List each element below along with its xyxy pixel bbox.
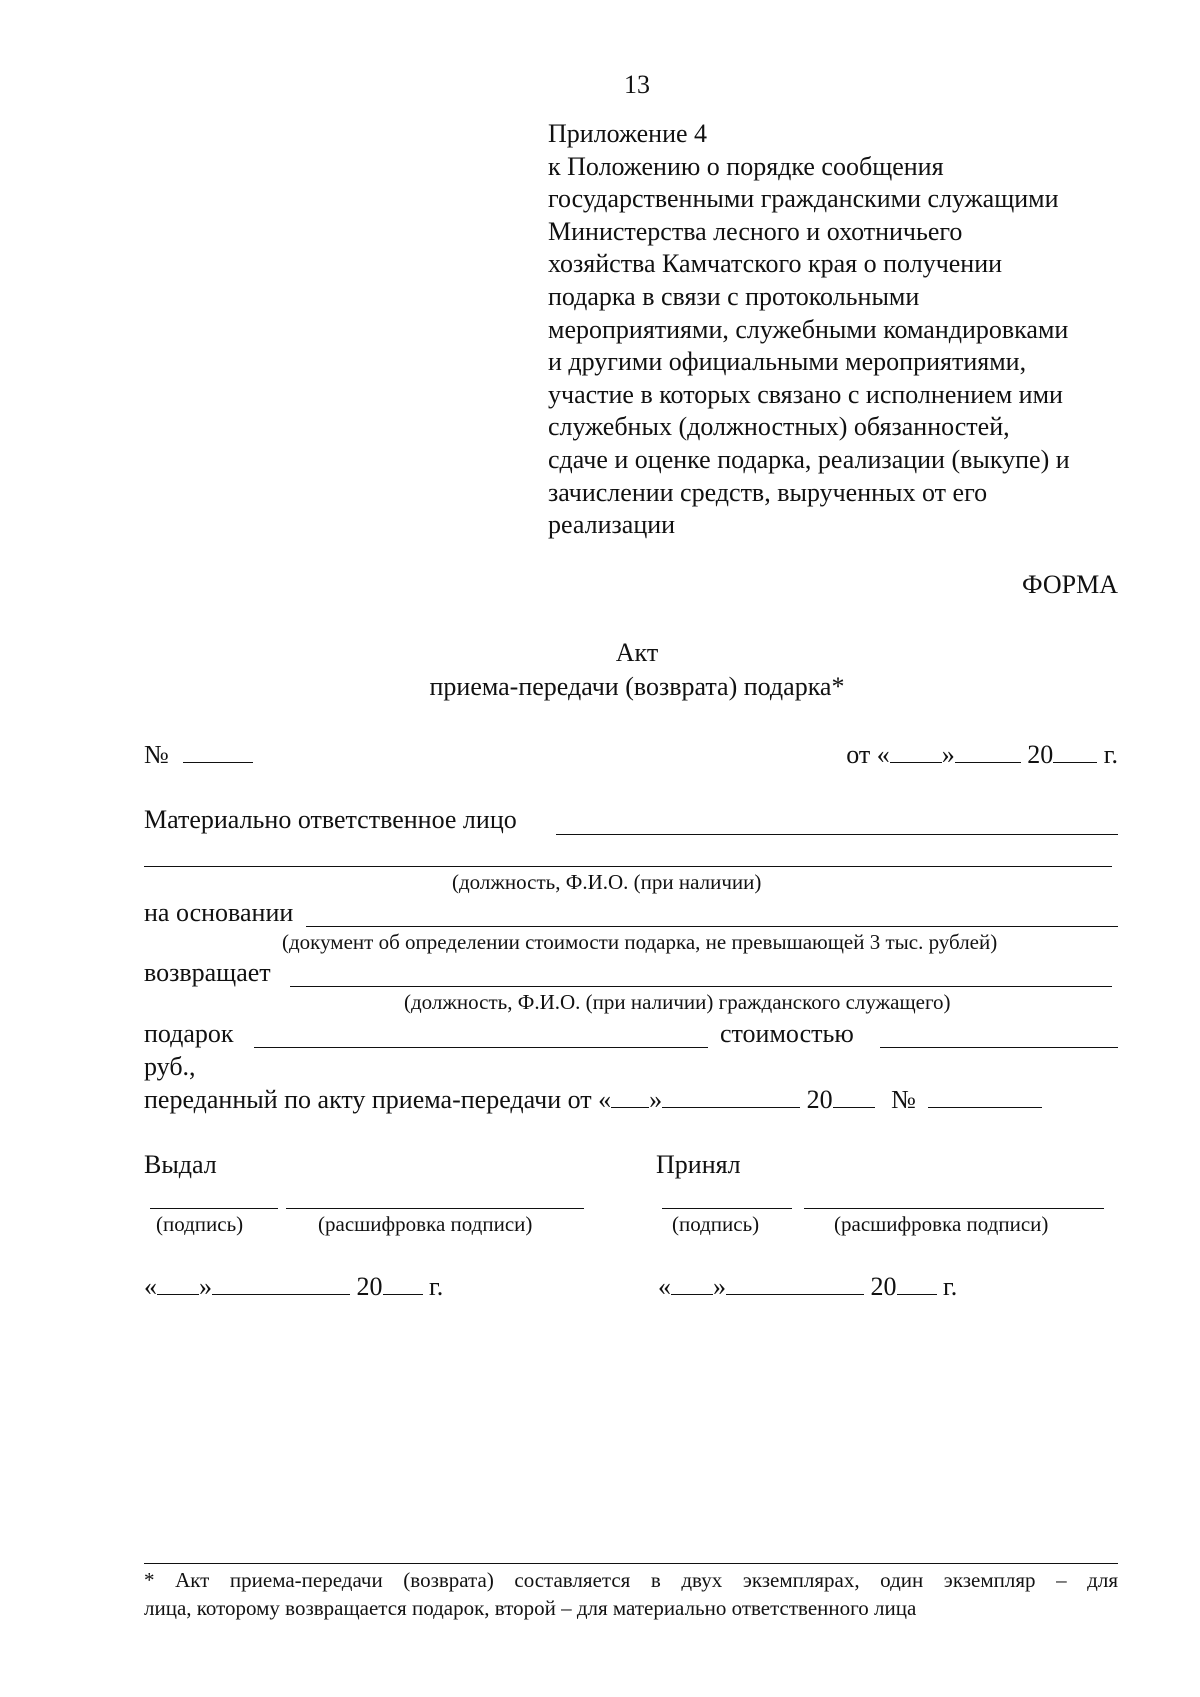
date-close-quote: »: [941, 740, 955, 769]
accepted-day-field[interactable]: [671, 1274, 713, 1295]
transferred-year-prefix: 20: [806, 1085, 833, 1114]
appendix-line: реализации: [548, 510, 676, 540]
date-row: [846, 740, 1118, 770]
issued-decoding-hint: (расшифровка подписи): [318, 1212, 533, 1236]
gift-field[interactable]: [254, 1047, 708, 1048]
accepted-year-prefix: 20: [870, 1272, 897, 1301]
returns-label: возвращает: [144, 958, 271, 987]
appendix-line: участие в которых связано с исполнением ими: [548, 379, 1063, 409]
issued-date-row: [144, 1272, 443, 1302]
footnote-line-2: лица, которому возвращается подарок, второй – для материально ответственного лица: [144, 1596, 917, 1620]
basis-label: на основании: [144, 898, 294, 927]
transferred-number-field[interactable]: [928, 1087, 1042, 1108]
responsible-person-field[interactable]: [556, 834, 1118, 835]
gift-currency: руб.,: [144, 1052, 196, 1081]
responsible-person-label: Материально ответственное лицо: [144, 805, 517, 834]
issued-year-suffix: г.: [429, 1272, 444, 1301]
number-field[interactable]: [183, 742, 253, 763]
responsible-person-hint: (должность, Ф.И.О. (при наличии): [452, 870, 762, 894]
page-number: 13: [624, 70, 650, 99]
accepted-date-close: »: [713, 1272, 726, 1301]
issued-signature-hint: (подпись): [156, 1212, 244, 1236]
basis-field[interactable]: [306, 926, 1118, 927]
issued-label: Выдал: [144, 1150, 217, 1179]
issued-month-field[interactable]: [212, 1274, 350, 1295]
document-title: [0, 636, 1200, 704]
appendix-line: государственными гражданскими служащими: [548, 184, 1059, 214]
returns-hint: (должность, Ф.И.О. (при наличии) гражданского служащего): [404, 990, 951, 1014]
issued-day-field[interactable]: [157, 1274, 199, 1295]
footnote: [144, 1566, 1118, 1622]
appendix-line: сдаче и оценке подарка, реализации (выкупе) и: [548, 444, 1070, 474]
accepted-signature-field[interactable]: [662, 1208, 792, 1209]
appendix-line: и другими официальными мероприятиями,: [548, 347, 1027, 377]
title-line-1: Акт: [615, 638, 659, 667]
accepted-date-row: [658, 1272, 957, 1302]
basis-hint: (документ об определении стоимости подарка, не превышающей 3 тыс. рублей): [282, 930, 998, 954]
number-sign: №: [144, 740, 169, 769]
year-suffix: г.: [1103, 740, 1118, 769]
gift-cost-label: стоимостью: [720, 1019, 854, 1048]
accepted-decoding-field[interactable]: [804, 1208, 1104, 1209]
date-from-label: от «: [846, 740, 890, 769]
issued-date-close: »: [199, 1272, 212, 1301]
transferred-close-quote: »: [649, 1085, 663, 1114]
year-field[interactable]: [1053, 742, 1097, 763]
transferred-number-sign: №: [891, 1085, 916, 1114]
transferred-month-field[interactable]: [662, 1087, 800, 1108]
accepted-year-field[interactable]: [897, 1274, 937, 1295]
issued-decoding-field[interactable]: [286, 1208, 584, 1209]
returns-field[interactable]: [290, 986, 1112, 987]
accepted-signature-hint: (подпись): [672, 1212, 760, 1236]
number-row: [144, 740, 253, 770]
issued-year-prefix: 20: [356, 1272, 383, 1301]
footnote-divider: [144, 1563, 1118, 1564]
appendix-line: служебных (должностных) обязанностей,: [548, 412, 1010, 442]
appendix-header: [548, 118, 1070, 542]
issued-year-field[interactable]: [383, 1274, 423, 1295]
appendix-line: к Положению о порядке сообщения: [548, 151, 944, 181]
appendix-line: Министерства лесного и охотничьего: [548, 216, 963, 246]
appendix-line: мероприятиями, служебными командировками: [548, 314, 1069, 344]
accepted-decoding-hint: (расшифровка подписи): [834, 1212, 1049, 1236]
appendix-line: Приложение 4: [548, 119, 708, 148]
appendix-line: хозяйства Камчатского края о получении: [548, 249, 1003, 279]
day-field[interactable]: [890, 742, 942, 763]
footnote-line-1: * Акт приема-передачи (возврата) составляется в двух экземплярах, один экземпляр – для: [144, 1568, 1118, 1592]
appendix-line: подарка в связи с протокольными: [548, 281, 920, 311]
year-prefix: 20: [1027, 740, 1054, 769]
gift-cost-field[interactable]: [880, 1047, 1118, 1048]
transferred-label: переданный по акту приема-передачи от «: [144, 1085, 612, 1114]
issued-date-open: «: [144, 1272, 157, 1301]
accepted-label: Принял: [656, 1150, 741, 1179]
transferred-day-field[interactable]: [611, 1087, 649, 1108]
issued-signature-field[interactable]: [150, 1208, 278, 1209]
title-line-2: приема-передачи (возврата) подарка*: [429, 672, 845, 701]
form-label: ФОРМА: [1022, 570, 1118, 599]
accepted-year-suffix: г.: [943, 1272, 958, 1301]
accepted-date-open: «: [658, 1272, 671, 1301]
responsible-person-field-2[interactable]: [144, 866, 1112, 867]
accepted-month-field[interactable]: [726, 1274, 864, 1295]
transferred-row: [144, 1085, 1042, 1115]
gift-label: подарок: [144, 1019, 234, 1048]
transferred-year-field[interactable]: [833, 1087, 875, 1108]
month-field[interactable]: [955, 742, 1021, 763]
appendix-line: зачислении средств, вырученных от его: [548, 477, 988, 507]
